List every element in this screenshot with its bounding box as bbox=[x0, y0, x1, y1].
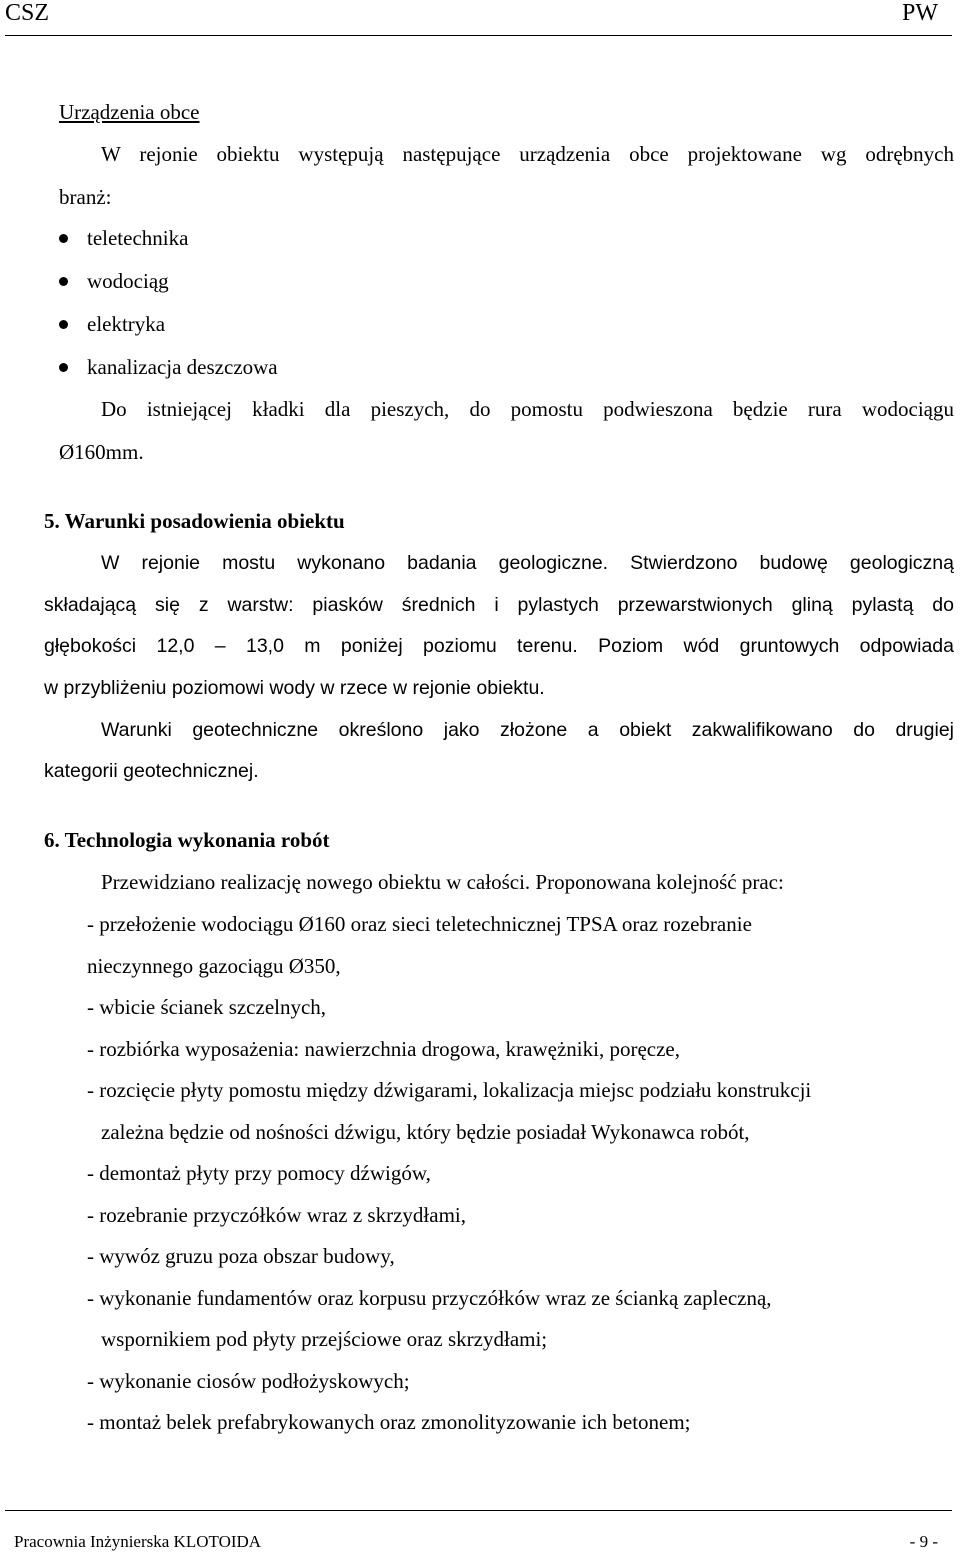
section-5-line: kategorii geotechnicznej. bbox=[44, 760, 259, 782]
footer-left: Pracownia Inżynierska KLOTOIDA bbox=[14, 1532, 262, 1551]
foreign-item: wodociąg bbox=[87, 269, 169, 293]
foreign-item: kanalizacja deszczowa bbox=[87, 355, 278, 379]
section-6-intro: Przewidziano realizację nowego obiektu w całości. Proponowana kolejność prac: bbox=[101, 870, 784, 894]
page-header bbox=[0, 0, 960, 40]
section-6-line: nieczynnego gazociągu Ø350, bbox=[87, 954, 341, 978]
section-5-line: składającą się z warstw: piasków średnich i pylastych przewarstwionych gliną pylastą do bbox=[44, 594, 954, 616]
foreign-note-line-1: Do istniejącej kładki dla pieszych, do pomostu podwieszona będzie rura wodociągu bbox=[101, 397, 954, 421]
section-6-line: wspornikiem pod płyty przejściowe oraz skrzydłami; bbox=[101, 1327, 548, 1351]
section-6-line: - rozebranie przyczółków wraz z skrzydłami, bbox=[87, 1203, 466, 1227]
foreign-note-line-2: Ø160mm. bbox=[59, 440, 144, 464]
header-rule bbox=[5, 35, 952, 36]
foreign-item: teletechnika bbox=[87, 226, 189, 250]
section-5-line: w przybliżeniu poziomowi wody w rzece w rejonie obiektu. bbox=[44, 677, 545, 699]
footer-rule bbox=[5, 1510, 952, 1511]
bullet-icon bbox=[59, 234, 68, 243]
section-6-line: - wykonanie ciosów podłożyskowych; bbox=[87, 1369, 410, 1393]
bullet-icon bbox=[59, 363, 68, 372]
section-foreign-title: Urządzenia obce bbox=[59, 100, 200, 124]
section-6-heading: 6. Technologia wykonania robót bbox=[44, 828, 330, 852]
section-5-line: Warunki geotechniczne określono jako złożone a obiekt zakwalifikowano do drugiej bbox=[101, 719, 954, 741]
section-6-line: zależna będzie od nośności dźwigu, który będzie posiadał Wykonawca robót, bbox=[101, 1120, 750, 1144]
section-6-line: - rozcięcie płyty pomostu między dźwigarami, lokalizacja miejsc podziału konstrukcji bbox=[87, 1078, 812, 1102]
section-5-line: głębokości 12,0 – 13,0 m poniżej poziomu terenu. Poziom wód gruntowych odpowiada bbox=[44, 635, 954, 657]
section-6-line: - wywóz gruzu poza obszar budowy, bbox=[87, 1244, 395, 1268]
section-5-line: W rejonie mostu wykonano badania geologiczne. Stwierdzono budowę geologiczną bbox=[101, 552, 954, 574]
section-6-line: - wbicie ścianek szczelnych, bbox=[87, 995, 327, 1019]
header-left: CSZ bbox=[5, 0, 50, 26]
section-6-line: - przełożenie wodociągu Ø160 oraz sieci teletechnicznej TPSA oraz rozebranie bbox=[87, 912, 752, 936]
section-6-line: - rozbiórka wyposażenia: nawierzchnia drogowa, krawężniki, poręcze, bbox=[87, 1037, 680, 1061]
bullet-icon bbox=[59, 320, 68, 329]
page-number: - 9 - bbox=[909, 1532, 938, 1551]
foreign-intro-line-2: branż: bbox=[59, 185, 112, 209]
section-6-line: - montaż belek prefabrykowanych oraz zmonolityzowanie ich betonem; bbox=[87, 1410, 691, 1434]
foreign-intro-line-1: W rejonie obiektu występują następujące urządzenia obce projektowane wg odrębnych bbox=[101, 142, 954, 166]
section-6-line: - demontaż płyty przy pomocy dźwigów, bbox=[87, 1161, 431, 1185]
section-6-line: - wykonanie fundamentów oraz korpusu przyczółków wraz ze ścianką zapleczną, bbox=[87, 1286, 772, 1310]
section-5-heading: 5. Warunki posadowienia obiektu bbox=[44, 509, 345, 533]
header-right: PW bbox=[902, 0, 938, 26]
bullet-icon bbox=[59, 277, 68, 286]
foreign-item: elektryka bbox=[87, 312, 166, 336]
